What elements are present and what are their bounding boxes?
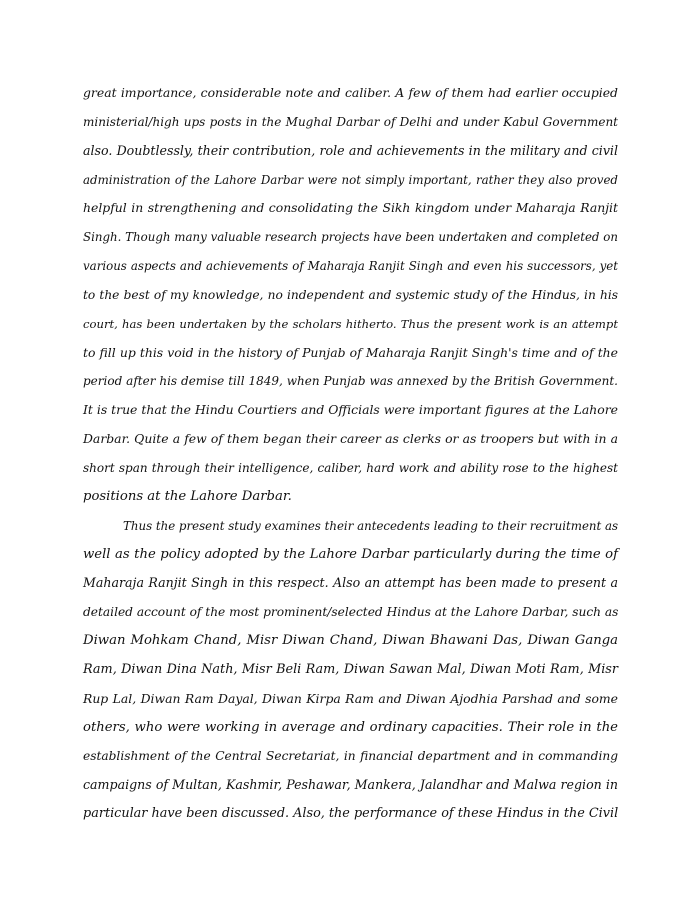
text-line: to the best of my knowledge, no independent and systemic study of the Hindus, in his — [83, 287, 618, 302]
text-line: It is true that the Hindu Courtiers and Officials were important figures at the Lahore — [83, 402, 618, 418]
body-text — [83, 79, 618, 829]
text-line: Maharaja Ranjit Singh in this respect. Also an attempt has been made to present a — [83, 575, 618, 591]
text-line: short span through their intelligence, caliber, hard work and ability rose to the highest — [83, 460, 618, 475]
paragraph-2 — [83, 512, 618, 829]
text-line: detailed account of the most prominent/selected Hindus at the Lahore Darbar, such as — [83, 605, 619, 620]
text-line: helpful in strengthening and consolidating the Sikh kingdom under Maharaja Ranjit — [83, 200, 618, 216]
text-line: campaigns of Multan, Kashmir, Peshawar, Mankera, Jalandhar and Malwa region in — [83, 777, 618, 793]
text-line: also. Doubtlessly, their contribution, role and achievements in the military and civil — [83, 142, 618, 158]
text-line: administration of the Lahore Darbar were not simply important, rather they also proved — [83, 172, 618, 187]
text-line: positions at the Lahore Darbar. — [83, 488, 292, 504]
paragraph-1 — [83, 79, 618, 512]
text-line: establishment of the Central Secretariat, in financial department and in commanding — [83, 749, 618, 764]
text-line: to fill up this void in the history of Punjab of Maharaja Ranjit Singh's time and of the — [83, 344, 618, 360]
text-line: various aspects and achievements of Maharaja Ranjit Singh and even his successors, yet — [83, 259, 618, 274]
text-line: court, has been undertaken by the scholars hitherto. Thus the present work is an attempt — [83, 316, 618, 331]
text-line: great importance, considerable note and caliber. A few of them had earlier occupied — [83, 85, 618, 100]
text-line: Diwan Mohkam Chand, Misr Diwan Chand, Diwan Bhawani Das, Diwan Ganga — [83, 633, 618, 649]
text-line: particular have been discussed. Also, the performance of these Hindus in the Civil — [83, 806, 619, 822]
text-line: ministerial/high ups posts in the Mughal Darbar of Delhi and under Kabul Government — [83, 114, 618, 129]
text-line: others, who were working in average and ordinary capacities. Their role in the — [83, 719, 618, 735]
text-line: Ram, Diwan Dina Nath, Misr Beli Ram, Diwan Sawan Mal, Diwan Moti Ram, Misr — [83, 661, 618, 677]
text-line: period after his demise till 1849, when Punjab was annexed by the British Government. — [83, 374, 618, 389]
text-line: Thus the present study examines their antecedents leading to their recruitment as — [123, 518, 619, 533]
text-line: well as the policy adopted by the Lahore Darbar particularly during the time of — [83, 546, 618, 562]
text-line: Rup Lal, Diwan Ram Dayal, Diwan Kirpa Ram and Diwan Ajodhia Parshad and some — [83, 690, 618, 706]
text-line: Darbar. Quite a few of them began their career as clerks or as troopers but with in a — [83, 431, 618, 447]
text-line: Singh. Though many valuable research projects have been undertaken and completed on — [83, 230, 618, 245]
